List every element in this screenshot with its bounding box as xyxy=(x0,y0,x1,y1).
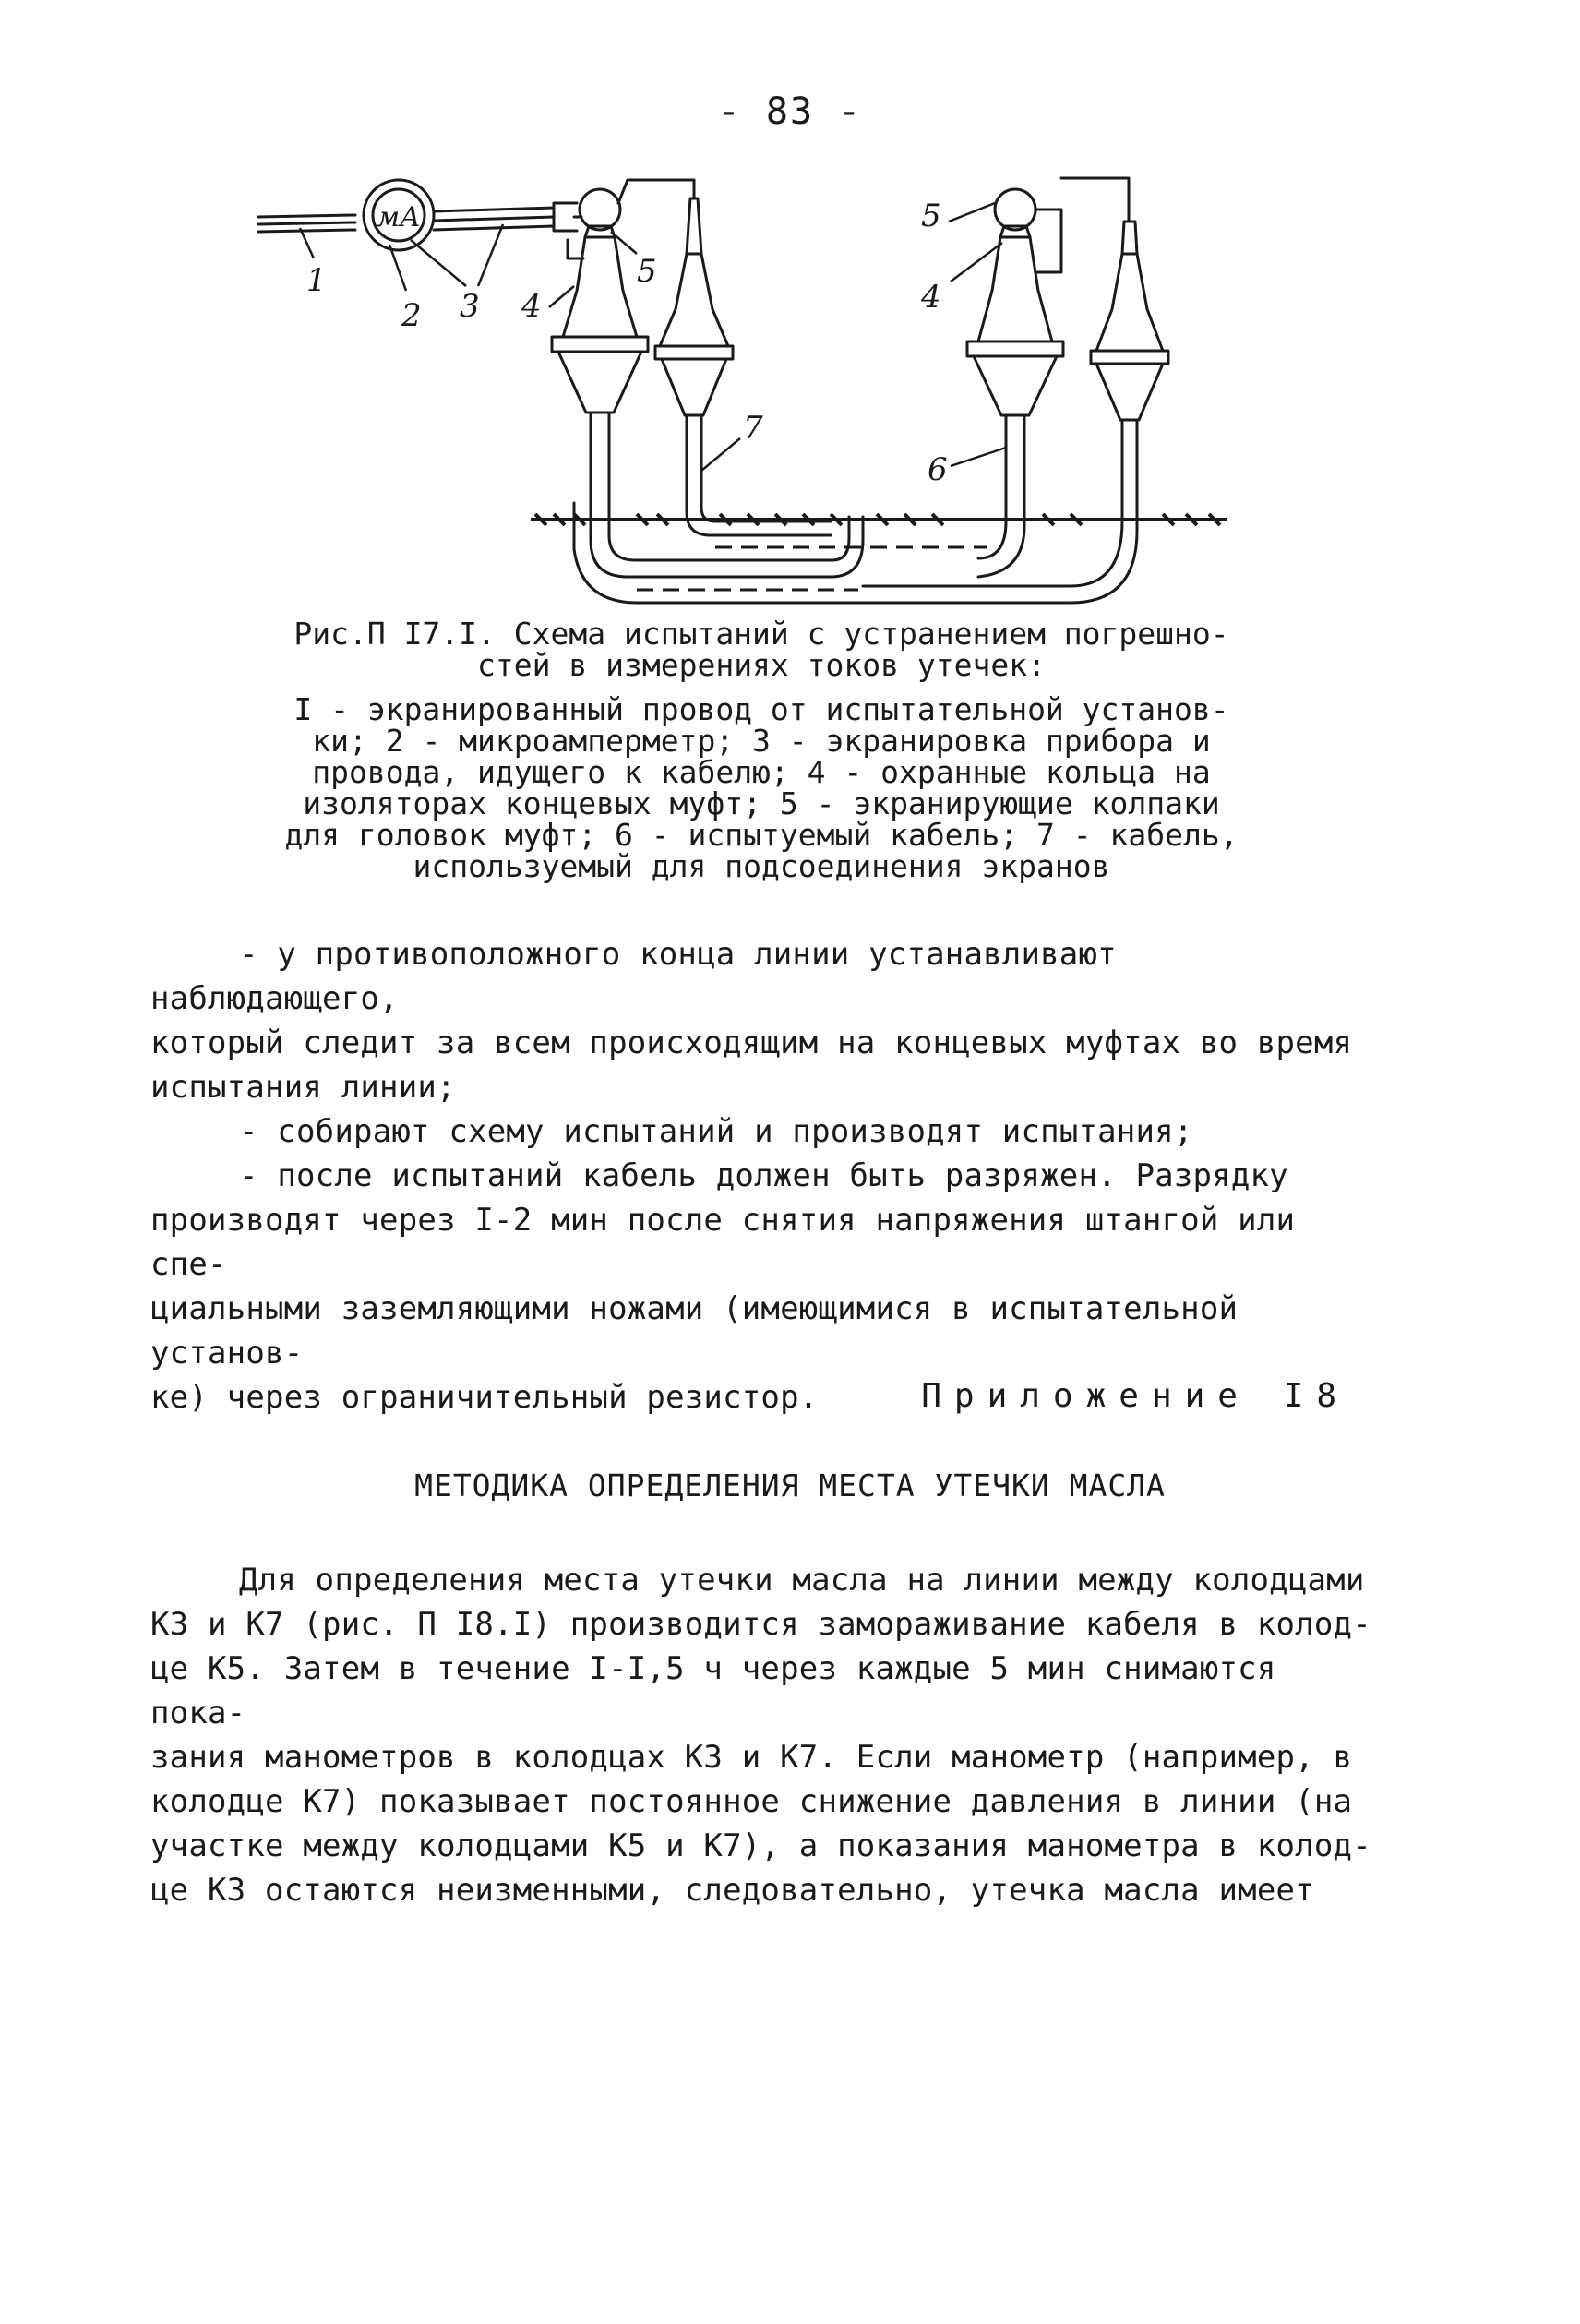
label-2: 2 xyxy=(401,297,422,334)
leader-3b xyxy=(478,224,503,286)
test-circuit-diagram xyxy=(249,152,1264,632)
leader-7 xyxy=(701,438,740,471)
label-4-right: 4 xyxy=(921,279,941,316)
cable-left-1 xyxy=(591,413,863,577)
tip-left-2 xyxy=(687,198,701,254)
diagram-svg xyxy=(249,152,1264,632)
label-1: 1 xyxy=(306,262,327,299)
insulator-right-2 xyxy=(1096,254,1163,351)
caption-title: Рис.П I7.I. Схема испытаний с устранением погрешно- стей в измерениях токов утечек: xyxy=(293,616,1229,683)
figure-caption xyxy=(231,618,1292,882)
label-6: 6 xyxy=(928,451,948,488)
leader-1 xyxy=(300,228,314,258)
sleeve-left-1 xyxy=(558,352,641,413)
label-5-left: 5 xyxy=(637,253,657,290)
shielded-wire xyxy=(258,215,355,232)
label-3: 3 xyxy=(460,288,480,325)
meter-label: мА xyxy=(377,201,421,234)
paragraph-observer: - у противоположного конца линии устанавливают наблюдающего, который следит за всем происходящим на концевых муфтах во время испытания линии; xyxy=(150,936,1353,1106)
sleeve-left-2 xyxy=(662,359,726,415)
guard-ring-left-1 xyxy=(552,337,648,352)
label-5-right: 5 xyxy=(921,198,941,234)
shield-cap-left xyxy=(580,189,620,230)
guard-ring-left-2 xyxy=(655,346,733,359)
sleeve-right-1 xyxy=(974,356,1057,415)
label-7: 7 xyxy=(743,410,763,447)
leader-5-right xyxy=(949,203,995,222)
tip-right-2 xyxy=(1122,222,1137,254)
link-wire-right xyxy=(1035,178,1129,272)
sleeve-right-2 xyxy=(1096,364,1163,420)
guard-ring-right-1 xyxy=(967,341,1063,356)
page-number: - 83 - xyxy=(717,90,863,133)
paragraph-assemble: - собирают схему испытаний и производят испытания; xyxy=(239,1113,1193,1150)
meter-wire xyxy=(434,208,554,230)
guard-ring-right-2 xyxy=(1091,351,1168,364)
label-4-left: 4 xyxy=(521,288,542,325)
section-title: МЕТОДИКА ОПРЕДЕЛЕНИЯ МЕСТА УТЕЧКИ МАСЛА xyxy=(414,1467,1166,1503)
leader-2 xyxy=(389,245,406,291)
link-wire-left xyxy=(618,180,694,203)
shield-cap-right xyxy=(995,189,1035,230)
paragraph-oil-leak: Для определения места утечки масла на линии между колодцами К3 и К7 (рис. П I8.I) производится замораживание кабеля в колод- це К5. Затем в течение I-I,5 ч через каждые 5 мин снимаются пока- зания манометров в колодцах К3 и К7. Если манометр (например, в колодце К7) показывает постоянное снижение давления в линии (на участке между колодцами К5 и К7), а показания манометра в колод- це К3 остаются неизменными, следовательно, утечка масла имеет xyxy=(150,1562,1371,1909)
insulator-left-2 xyxy=(660,254,728,346)
appendix-label: Приложение I8 xyxy=(921,1377,1349,1415)
paragraph-discharge: - после испытаний кабель должен быть разряжен. Разрядку производят через I-2 мин после снятия напряжения штангой или спе- циальными заземляющими ножами (имеющимися в испытательной установ- ке) через ограничительный резистор. xyxy=(150,1157,1296,1416)
cable-right-2 xyxy=(574,420,1137,603)
leader-3a xyxy=(411,240,466,286)
leader-4-left xyxy=(549,286,574,307)
cable-right-1 xyxy=(978,415,1024,577)
cap-base-left xyxy=(585,226,615,237)
leader-6 xyxy=(951,448,1006,466)
caption-legend: I - экранированный провод от испытательной установ- ки; 2 - микроамперметр; 3 - экранировка прибора и провода, идущего к кабелю; 4 - охранные кольца на изоляторах концевых муфт; 5 - экранирующие колпаки для головок муфт; 6 - испытуемый кабель; 7 - кабель, используемый для подсоединения экранов xyxy=(284,691,1239,884)
cap-base-right xyxy=(1000,226,1030,237)
oil-leak-method-text xyxy=(150,1558,1378,1912)
test-procedure-text xyxy=(150,932,1378,1420)
